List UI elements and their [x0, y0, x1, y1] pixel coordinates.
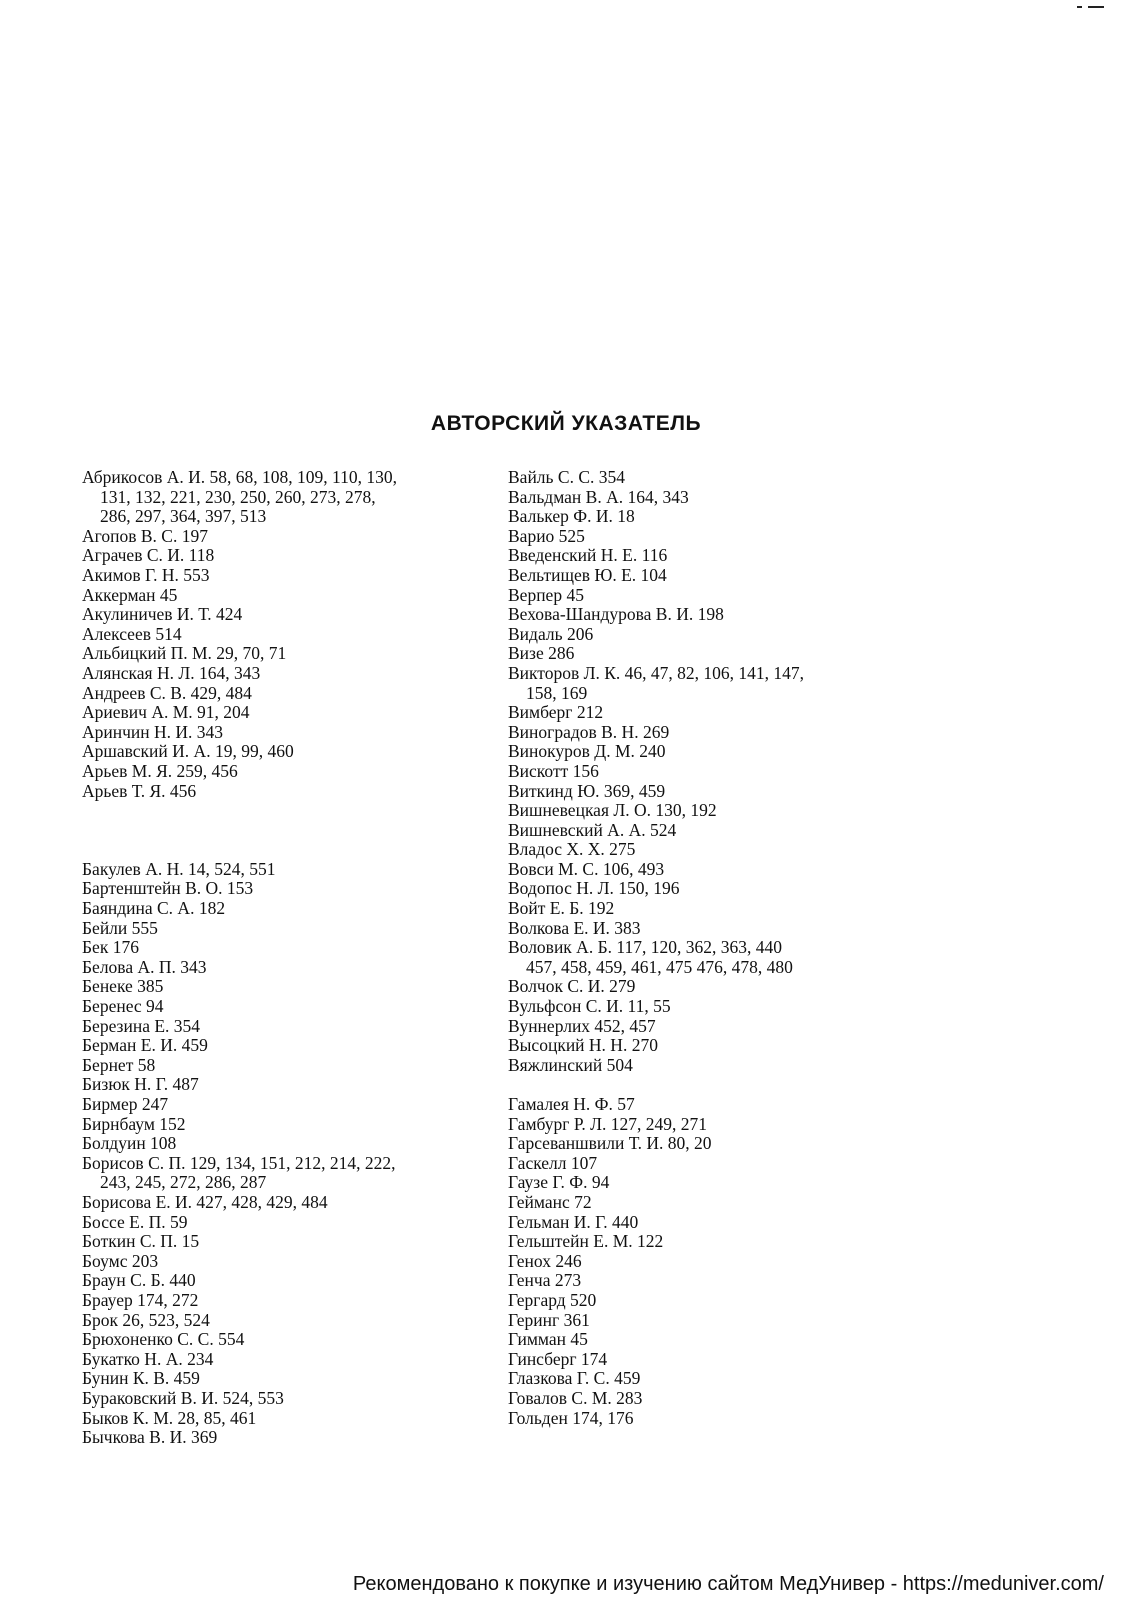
index-entry: Быков К. М. 28, 85, 461: [82, 1407, 257, 1428]
index-entry: Вишневецкая Л. О. 130, 192: [508, 800, 717, 821]
index-entry: Воловик А. Б. 117, 120, 362, 363, 440: [508, 937, 782, 958]
index-entry: Волкова Е. И. 383: [508, 917, 641, 938]
index-entry: Брок 26, 523, 524: [82, 1309, 210, 1330]
index-entry: Бек 176: [82, 937, 139, 958]
index-entry: Беренес 94: [82, 996, 164, 1017]
index-entry: Аринчин Н. И. 343: [82, 721, 224, 742]
index-entry: Вайль С. С. 354: [508, 467, 625, 487]
index-group-a: [82, 468, 482, 801]
index-group-b: [82, 860, 482, 1448]
index-entry: Винокуров Д. М. 240: [508, 741, 666, 762]
index-entry: Викторов Л. К. 46, 47, 82, 106, 141, 147,: [508, 662, 805, 683]
index-entry: Белова А. П. 343: [82, 956, 207, 977]
index-entry: Вальдман В. А. 164, 343: [508, 486, 689, 507]
index-entry: Видаль 206: [508, 623, 594, 644]
index-entry: Боткин С. П. 15: [82, 1231, 200, 1252]
index-entry: Валькер Ф. И. 18: [508, 506, 635, 527]
index-entry-continuation: 158, 169: [526, 682, 588, 703]
right-column: [508, 468, 928, 1428]
index-entry: Баяндина С. А. 182: [82, 898, 226, 919]
index-entry-continuation: 457, 458, 459, 461, 475 476, 478, 480: [526, 956, 793, 977]
index-entry: Варио 525: [508, 525, 585, 546]
index-entry: Гамалея Н. Ф. 57: [508, 1094, 635, 1114]
index-entry: Говалов С. М. 283: [508, 1387, 643, 1408]
index-entry: Аграчев С. И. 118: [82, 545, 215, 566]
corner-mark: [1077, 6, 1082, 8]
index-entry: Вискотт 156: [508, 760, 599, 781]
index-entry: Геринг 361: [508, 1309, 590, 1330]
index-entry: Введенский Н. Е. 116: [508, 545, 668, 566]
index-entry: Аккерман 45: [82, 584, 178, 605]
index-entry: Бернет 58: [82, 1054, 156, 1075]
index-entry: Гергард 520: [508, 1289, 597, 1310]
index-entry: Букатко Н. А. 234: [82, 1348, 214, 1369]
index-entry: Борисов С. П. 129, 134, 151, 212, 214, 222,: [82, 1152, 396, 1173]
index-entry: Войт Е. Б. 192: [508, 898, 615, 919]
index-entry: Глазкова Г. С. 459: [508, 1368, 641, 1389]
index-entry: Гельман И. Г. 440: [508, 1211, 639, 1232]
index-entry: Бычкова В. И. 369: [82, 1427, 218, 1448]
index-entry: Гимман 45: [508, 1329, 588, 1350]
index-entry: Вельтищев Ю. Е. 104: [508, 564, 667, 585]
index-entry: Агопов В. С. 197: [82, 525, 208, 546]
index-entry: Боумс 203: [82, 1250, 159, 1271]
index-entry: Гамбург Р. Л. 127, 249, 271: [508, 1113, 707, 1134]
index-entry: Гарсеваншвили Т. И. 80, 20: [508, 1133, 712, 1154]
page-title: АВТОРСКИЙ УКАЗАТЕЛЬ: [430, 412, 702, 435]
index-entry: Вовси М. С. 106, 493: [508, 858, 665, 879]
index-entry: Бирнбаум 152: [82, 1113, 186, 1134]
index-entry: Брюхоненко С. С. 554: [82, 1329, 245, 1350]
index-entry: Владос Х. Х. 275: [508, 839, 636, 860]
index-entry-continuation: 286, 297, 364, 397, 513: [100, 506, 267, 527]
index-entry: Акимов Г. Н. 553: [82, 564, 210, 585]
index-entry: Алянская Н. Л. 164, 343: [82, 662, 261, 683]
corner-mark: [1088, 6, 1104, 8]
index-entry: Генча 273: [508, 1270, 582, 1291]
index-entry: Верпер 45: [508, 584, 584, 605]
index-entry: Гейманс 72: [508, 1191, 592, 1212]
index-entry: Вульфсон С. И. 11, 55: [508, 996, 671, 1017]
index-entry: Генох 246: [508, 1250, 582, 1271]
index-entry: Вишневский А. А. 524: [508, 819, 677, 840]
index-entry: Бейли 555: [82, 917, 158, 938]
index-entry: Березина Е. 354: [82, 1015, 201, 1036]
index-entry: Брауер 174, 272: [82, 1289, 199, 1310]
footer-watermark: Рекомендовано к покупке и изучению сайтом МедУнивер - https://meduniver.com/: [352, 1573, 1104, 1595]
index-entry: Бартенштейн В. О. 153: [82, 878, 254, 899]
index-entry: Гольден 174, 176: [508, 1407, 634, 1428]
index-entry: Высоцкий Н. Н. 270: [508, 1035, 658, 1056]
index-entry: Бенеке 385: [82, 976, 164, 997]
index-entry: Андреев С. В. 429, 484: [82, 682, 252, 703]
index-entry: Вехова-Шандурова В. И. 198: [508, 604, 724, 625]
index-entry: Болдуин 108: [82, 1133, 177, 1154]
index-entry: Абрикосов А. И. 58, 68, 108, 109, 110, 130,: [82, 467, 397, 487]
index-entry: Акулиничев И. Т. 424: [82, 604, 243, 625]
index-entry: Гаузе Г. Ф. 94: [508, 1172, 610, 1193]
index-entry: Визе 286: [508, 643, 575, 664]
index-entry: Волчок С. И. 279: [508, 976, 636, 997]
index-entry: Вимберг 212: [508, 702, 604, 723]
index-entry: Арьев Т. Я. 456: [82, 780, 197, 801]
index-entry: Алексеев 514: [82, 623, 182, 644]
left-column: [82, 468, 482, 1448]
index-group-g: [508, 1095, 928, 1428]
index-entry: Гаскелл 107: [508, 1152, 598, 1173]
index-entry: Арьев М. Я. 259, 456: [82, 760, 238, 781]
index-entry: Виноградов В. Н. 269: [508, 721, 670, 742]
index-entry-continuation: 131, 132, 221, 230, 250, 260, 273, 278,: [100, 486, 376, 507]
index-entry: Бакулев А. Н. 14, 524, 551: [82, 858, 276, 879]
index-entry: Вуннерлих 452, 457: [508, 1015, 656, 1036]
index-entry: Браун С. Б. 440: [82, 1270, 196, 1291]
index-group-v: [508, 468, 928, 1075]
index-entry: Бизюк Н. Г. 487: [82, 1074, 199, 1095]
group-spacer: [82, 801, 482, 860]
index-entry: Бунин К. В. 459: [82, 1368, 200, 1389]
group-spacer: [508, 1075, 928, 1095]
index-entry: Аршавский И. А. 19, 99, 460: [82, 741, 294, 762]
index-entry: Гельштейн Е. М. 122: [508, 1231, 664, 1252]
index-entry: Бураковский В. И. 524, 553: [82, 1387, 284, 1408]
index-entry: Бирмер 247: [82, 1094, 169, 1115]
index-entry: Берман Е. И. 459: [82, 1035, 208, 1056]
index-entry: Вяжлинский 504: [508, 1054, 633, 1075]
index-entry: Альбицкий П. М. 29, 70, 71: [82, 643, 287, 664]
index-entry: Борисова Е. И. 427, 428, 429, 484: [82, 1191, 328, 1212]
index-entry: Гинсберг 174: [508, 1348, 608, 1369]
index-entry: Ариевич А. М. 91, 204: [82, 702, 250, 723]
index-entry: Виткинд Ю. 369, 459: [508, 780, 666, 801]
index-entry: Боссе Е. П. 59: [82, 1211, 188, 1232]
index-entry-continuation: 243, 245, 272, 286, 287: [100, 1172, 267, 1193]
index-entry: Водопос Н. Л. 150, 196: [508, 878, 680, 899]
